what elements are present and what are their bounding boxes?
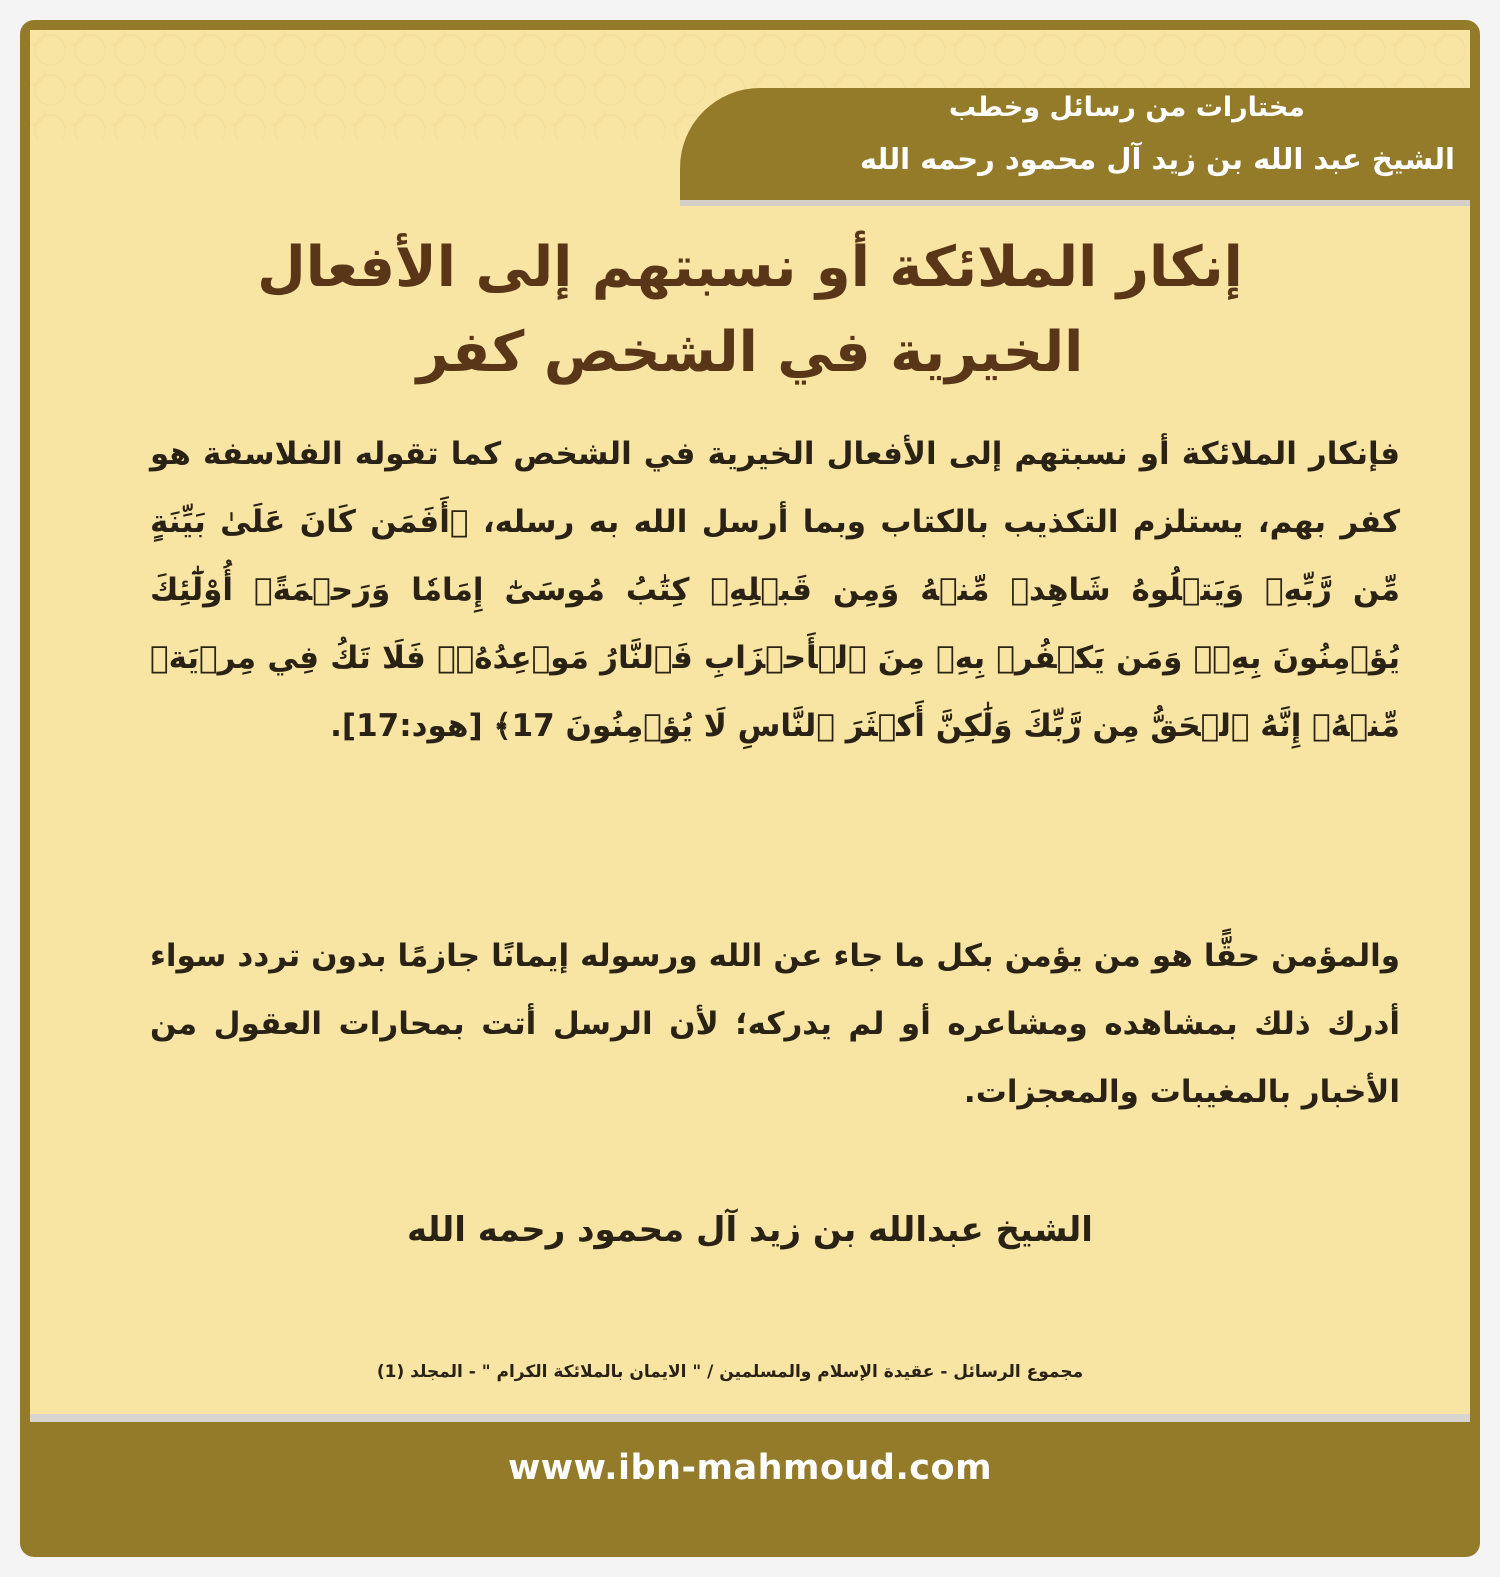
card-frame (20, 20, 1480, 1557)
quran-verse: ﴿أَفَمَن كَانَ عَلَىٰ بَيِّنَةٍ مِّن رَّبِّهِۦ وَيَتۡلُوهُ شَاهِدٞ مِّنۡهُ وَمِن قَبۡلِهِۦ كِتَٰبُ مُوسَىٰٓ إِمَامٗا وَرَحۡمَةًۚ أُوْلَٰٓئِكَ يُؤۡمِنُونَ بِهِۦۚ وَمَن يَكۡفُرۡ بِهِۦ مِنَ ٱلۡأَحۡزَابِ فَٱلنَّارُ مَوۡعِدُهُۥۚ فَلَا تَكُ فِي مِرۡيَةٖ مِّنۡهُۚ إِنَّهُ ٱلۡحَقُّ مِن رَّبِّكَ وَلَٰكِنَّ أَكۡثَرَ ٱلنَّاسِ لَا يُؤۡمِنُونَ 17﴾ (150, 504, 1400, 744)
verse-reference: [هود:17]. (330, 708, 494, 744)
paragraph-1 (150, 420, 1400, 760)
author-name-header: الشيخ عبد الله بن زيد آل محمود رحمه الله (859, 142, 1455, 176)
paragraph-2 (150, 922, 1400, 1126)
content-panel (30, 30, 1470, 1422)
page-title-line2: الخيرية في الشخص كفر (416, 320, 1084, 385)
paragraph-2-text: والمؤمن حقًّا هو من يؤمن بكل ما جاء عن الله ورسوله إيمانًا جازمًا بدون تردد سواء أدرك ذلك بمشاهده ومشاعره أو لم يدركه؛ لأن الرسل أتت بمحارات العقول من الأخبار بالمغيبات والمعجزات. (150, 938, 1400, 1110)
paragraph-1-text: فإنكار الملائكة أو نسبتهم إلى الأفعال الخيرية في الشخص كما تقوله الفلاسفة هو كفر بهم، يستلزم التكذيب بالكتاب وبما أرسل الله به رسله، (150, 436, 1400, 540)
source-citation: مجموع الرسائل - عقيدة الإسلام والمسلمين / " الايمان بالملائكة الكرام " - المجلد (1) (376, 1362, 1084, 1382)
page-title-line1: إنكار الملائكة أو نسبتهم إلى الأفعال (257, 235, 1243, 300)
series-title: مختارات من رسائل وخطب (948, 92, 1305, 123)
website-link[interactable]: www.ibn-mahmoud.com (507, 1448, 993, 1488)
signature: الشيخ عبدالله بن زيد آل محمود رحمه الله (407, 1210, 1093, 1250)
panel-divider (30, 1414, 1470, 1422)
